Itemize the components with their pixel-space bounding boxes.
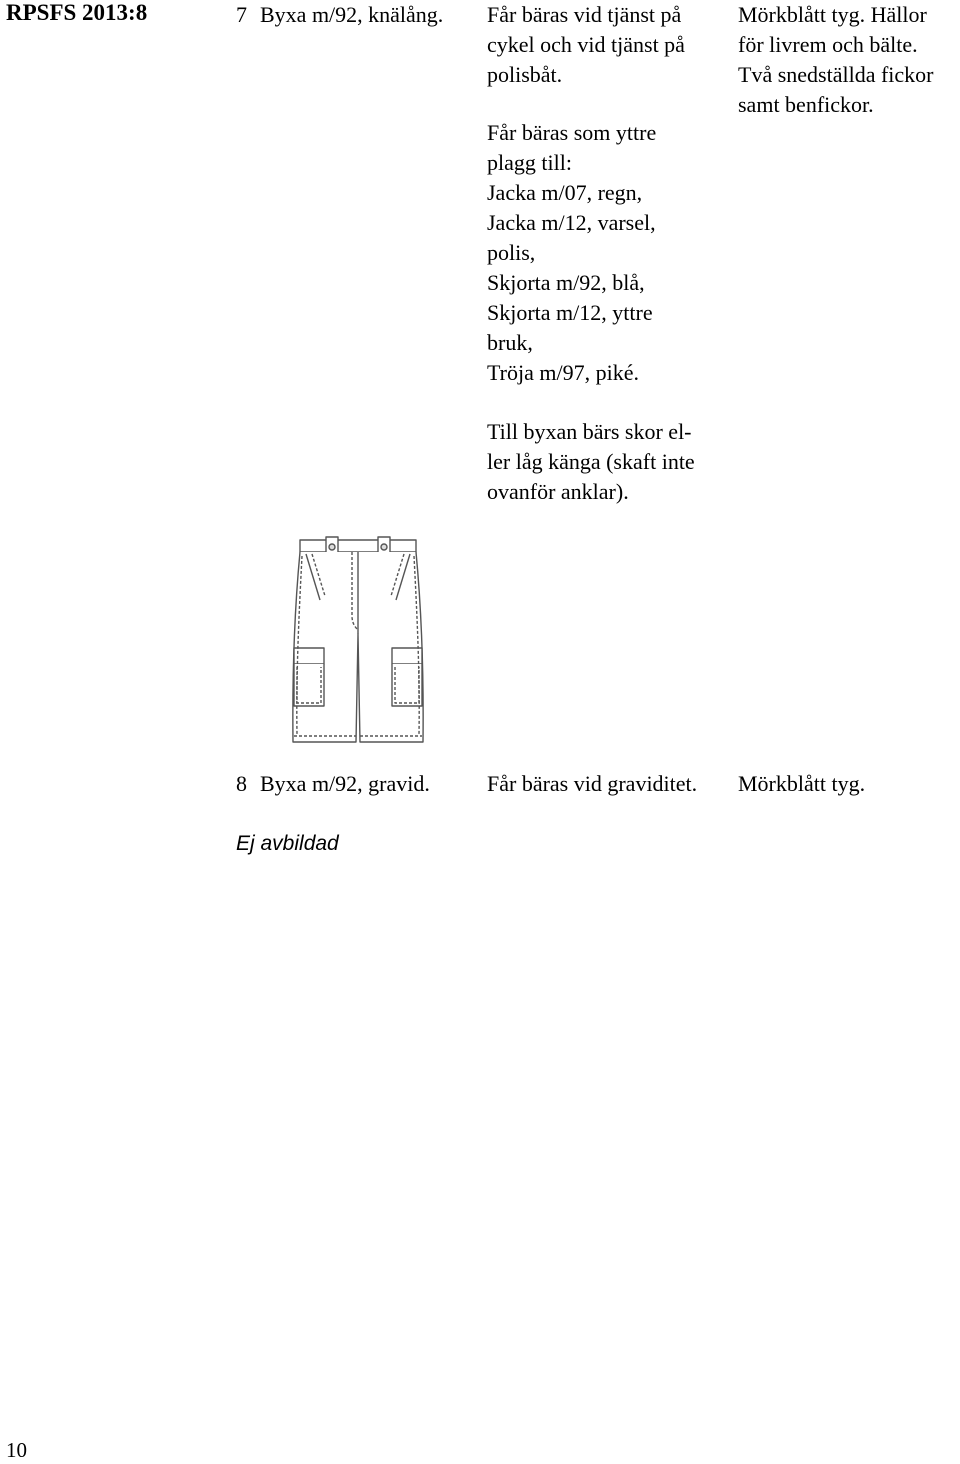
not-pictured-note: Ej avbildad bbox=[236, 832, 339, 855]
shorts-illustration bbox=[282, 534, 434, 750]
item-description: Mörkblått tyg. bbox=[738, 771, 866, 796]
item-usage: Får bäras vid tjänst på cykel och vid tjänst på polisbåt. bbox=[487, 2, 685, 87]
item-name: Byxa m/92, gravid. bbox=[260, 771, 430, 796]
item-name: Byxa m/92, knälång. bbox=[260, 2, 444, 27]
item-number: 7 bbox=[236, 2, 247, 27]
item-usage-footwear: Till byxan bärs skor el- ler låg känga (skaft inte ovanför anklar). bbox=[487, 419, 695, 504]
item-usage-garments: Får bäras som yttre plagg till: Jacka m/07, regn, Jacka m/12, varsel, polis, Skjorta m/92, blå, Skjorta m/12, yttre bruk, Tröja m/97, piké. bbox=[487, 120, 657, 385]
document-id: RPSFS 2013:8 bbox=[6, 0, 148, 25]
page-number: 10 bbox=[6, 1438, 27, 1462]
item-number: 8 bbox=[236, 771, 247, 796]
item-description: Mörkblått tyg. Hällor för livrem och bälte. Två snedställda fickor samt benfickor. bbox=[738, 2, 934, 117]
item-usage: Får bäras vid graviditet. bbox=[487, 771, 698, 796]
